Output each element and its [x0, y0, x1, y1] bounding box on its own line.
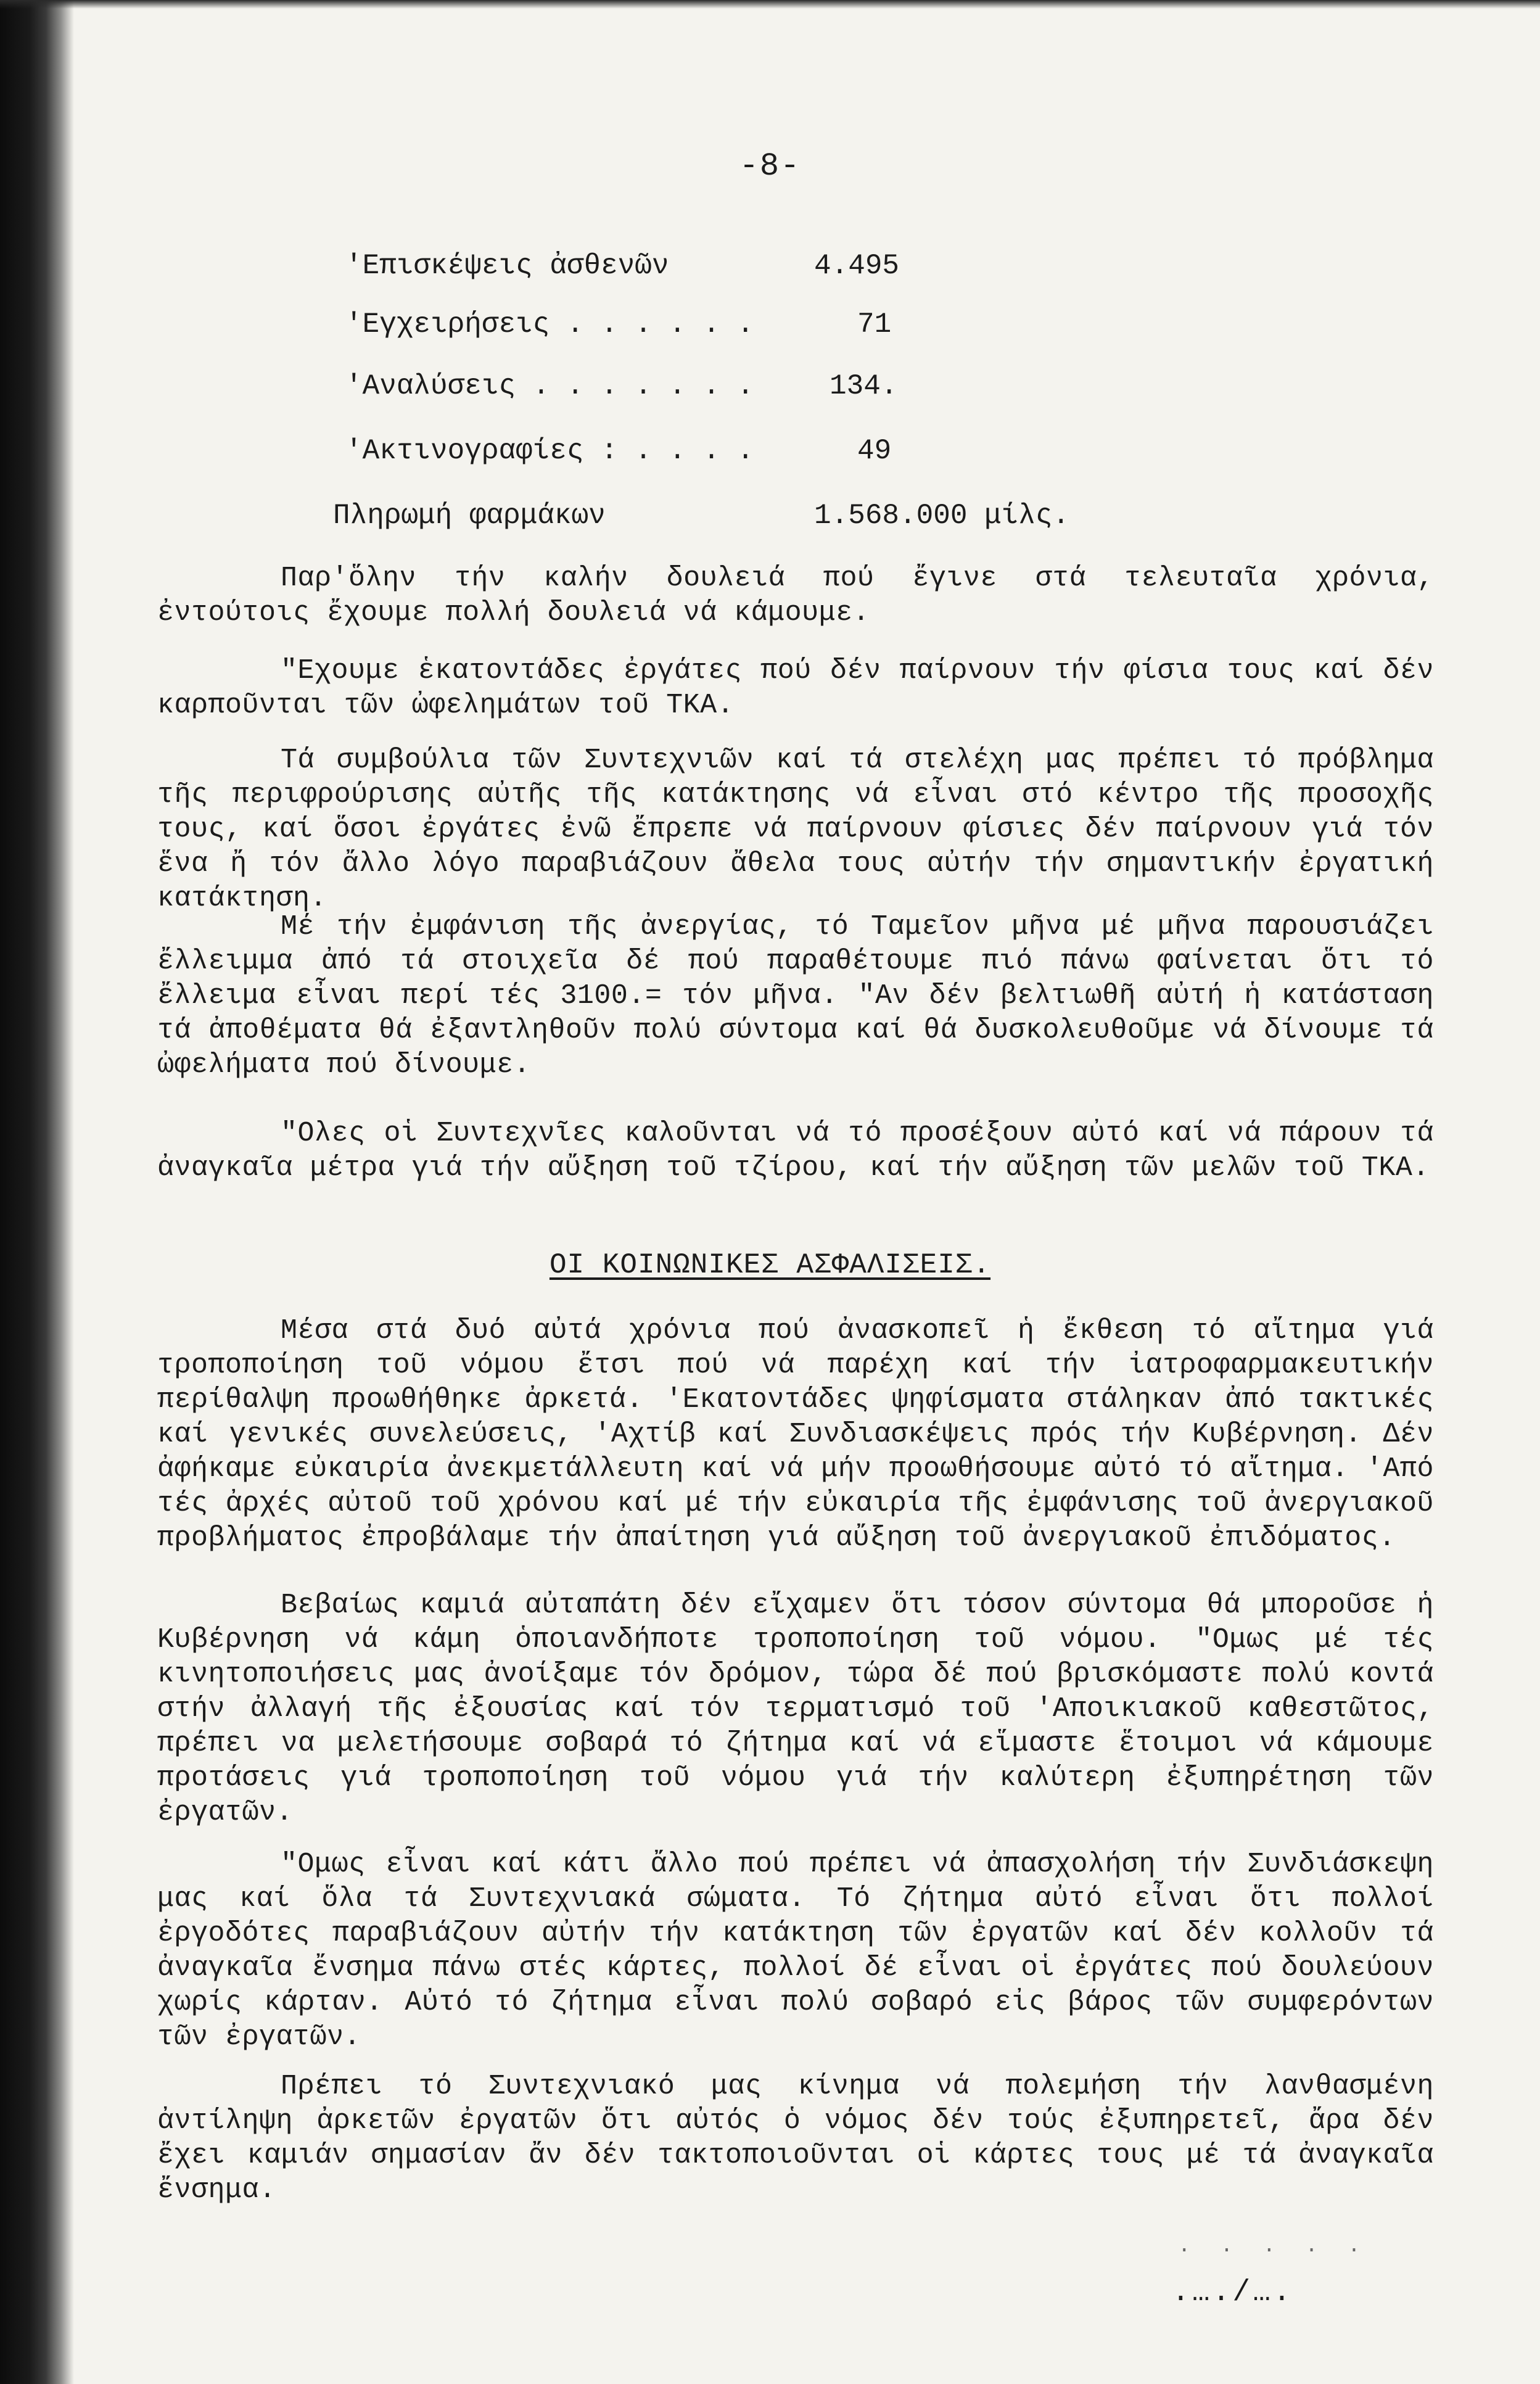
stat-value: 71: [857, 308, 892, 340]
paragraph: "Εχουμε ἑκατοντάδες ἐργάτες πού δέν παίρνουν τήν φίσια τους καί δέν καρποῦνται τῶν ὠφελημάτων τοῦ ΤΚΑ.: [157, 655, 1434, 721]
paragraph: Μέ τήν ἐμφάνιση τῆς ἀνεργίας, τό Ταμεῖον μῆνα μέ μῆνα παρουσιάζει ἔλλειμμα ἀπό τά στοιχεῖα δέ πού παραθέτουμε πιό πάνω φαίνεται ὅτι τό ἔλλειμα εἶναι περί τές 3100.= τόν μῆνα. "Αν δέν βελτιωθῆ αὐτή ἡ κατάσταση τά ἀποθέματα θά ἐξαντληθοῦν πολύ σύντομα καί θά δυσκολευθοῦμε νά δίνουμε τά ὠφελήματα πού δίνουμε.: [157, 911, 1434, 1081]
paragraph: Τά συμβούλια τῶν Συντεχνιῶν καί τά στελέχη μας πρέπει τό πρόβλημα τῆς περιφρούρισης αὐτῆς τῆς κατάκτησης νά εἶναι στό κέντρο τῆς προσοχῆς τους, καί ὅσοι ἐργάτες ἐνῶ ἔπρεπε νά παίρνουν φίσιες δέν παίρνουν γιά τόν ἕνα ἤ τόν ἄλλο λόγο παραβιάζουν ἄθελα τους αὐτήν τήν σημαντικήν ἐργατική κατάκτηση.: [157, 744, 1434, 914]
page-number: -8-: [739, 148, 801, 184]
paragraph: Πρέπει τό Συντεχνιακό μας κίνημα νά πολεμήση τήν λανθασμένη ἀντίληψη ἀρκετῶν ἐργατῶν ὅτι αὐτός ὁ νόμος δέν τούς ἐξυπηρετεῖ, ἄρα δέν ἔχει καμιάν σημασίαν ἄν δέν τακτοποιοῦνται οἱ κάρτες τους μέ τά ἀναγκαῖα ἔνσημα.: [157, 2071, 1434, 2206]
stat-label: Πληρωμή φαρμάκων: [333, 500, 606, 532]
paragraph: "Ομως εἶναι καί κάτι ἄλλο πού πρέπει νά ἀπασχολήση τήν Συνδιάσκεψη μας καί ὅλα τά Συντεχνιακά σώματα. Τό ζήτημα αὐτό εἶναι ὅτι πολλοί ἐργοδότες παραβιάζουν αὐτήν τήν κατάκτηση τῶν ἐργατῶν καί δέν κολλοῦν τά ἀναγκαῖα ἔνσημα πάνω στές κάρτες, πολλοί δέ εἶναι οἱ ἐργάτες πού δουλεύουν χωρίς κάρταν. Αὐτό τό ζήτημα εἶναι πολύ σοβαρό εἰς βάρος τῶν συμφερόντων τῶν ἐργατῶν.: [157, 1849, 1434, 2053]
paragraph: Παρ'ὅλην τήν καλήν δουλειά πού ἔγινε στά τελευταῖα χρόνια, ἐντούτοις ἔχουμε πολλή δουλειά νά κάμουμε.: [157, 563, 1434, 629]
continuation-marker: .…./….: [1172, 2276, 1293, 2309]
stat-label: 'Επισκέψεις ἀσθενῶν: [345, 250, 669, 282]
paragraph: "Ολες οἱ Συντεχνῖες καλοῦνται νά τό προσέξουν αὐτό καί νά πάρουν τά ἀναγκαῖα μέτρα γιά τήν αὔξηση τοῦ τζίρου, καί τήν αὔξηση τῶν μελῶν τοῦ ΤΚΑ.: [157, 1118, 1434, 1184]
section-heading: ΟΙ ΚΟΙΝΩΝΙΚΕΣ ΑΣΦΑΛΙΣΕΙΣ.: [549, 1249, 991, 1281]
stat-value: 1.568.000 μίλς.: [814, 500, 1070, 532]
scan-speckle: · · · · ·: [1178, 2239, 1369, 2262]
stat-value: 49: [857, 435, 892, 467]
scan-top-edge: [0, 0, 1540, 9]
paragraph: Μέσα στά δυό αὐτά χρόνια πού ἀνασκοπεῖ ἡ ἔκθεση τό αἴτημα γιά τροποποίηση τοῦ νόμου ἔτσι πού νά παρέχη καί τήν ἰατροφαρμακευτικήν περίθαλψη προωθήθηκε ἀρκετά. 'Εκατοντάδες ψηφίσματα στάληκαν ἀπό τακτικές καί γενικές συνελεύσεις, 'Αχτίβ καί Συνδιασκέψεις πρός τήν Κυβέρνηση. Δέν ἀφήκαμε εὐκαιρία ἀνεκμετάλλευτη καί νά μήν προωθήσουμε αὐτό τό αἴτημα. 'Από τές ἀρχές αὐτοῦ τοῦ χρόνου καί μέ τήν εὐκαιρία τῆς ἐμφάνισης τοῦ ἀνεργιακοῦ προβλήματος ἐπροβάλαμε τήν ἀπαίτηση γιά αὔξηση τοῦ ἀνεργιακοῦ ἐπιδόματος.: [157, 1315, 1434, 1554]
stat-label: 'Εγχειρήσεις . . . . . .: [345, 308, 754, 340]
paragraph: Βεβαίως καμιά αὐταπάτη δέν εἴχαμεν ὅτι τόσον σύντομα θά μποροῦσε ἡ Κυβέρνηση νά κάμη ὁποιανδήποτε τροποποίηση τοῦ νόμου. "Ομως μέ τές κινητοποιήσεις μας ἀνοίξαμε τόν δρόμον, τώρα δέ πού βρισκόμαστε πολύ κοντά στήν ἀλλαγή τῆς ἐξουσίας καί τόν τερματισμό τοῦ 'Αποικιακοῦ καθεστῶτος, πρέπει να μελετήσουμε σοβαρά τό ζήτημα καί νά εἵμαστε ἕτοιμοι νά κάμουμε προτάσεις γιά τροποποίηση τοῦ νόμου γιά τήν καλύτερη ἐξυπηρέτηση τῶν ἐργατῶν.: [157, 1590, 1434, 1828]
stat-label: 'Ακτινογραφίες : . . . .: [345, 435, 754, 467]
stat-value: 134.: [830, 370, 898, 402]
scan-binding-edge: [0, 0, 74, 2384]
stat-label: 'Αναλύσεις . . . . . . .: [345, 370, 754, 402]
stat-value: 4.495: [814, 250, 900, 282]
